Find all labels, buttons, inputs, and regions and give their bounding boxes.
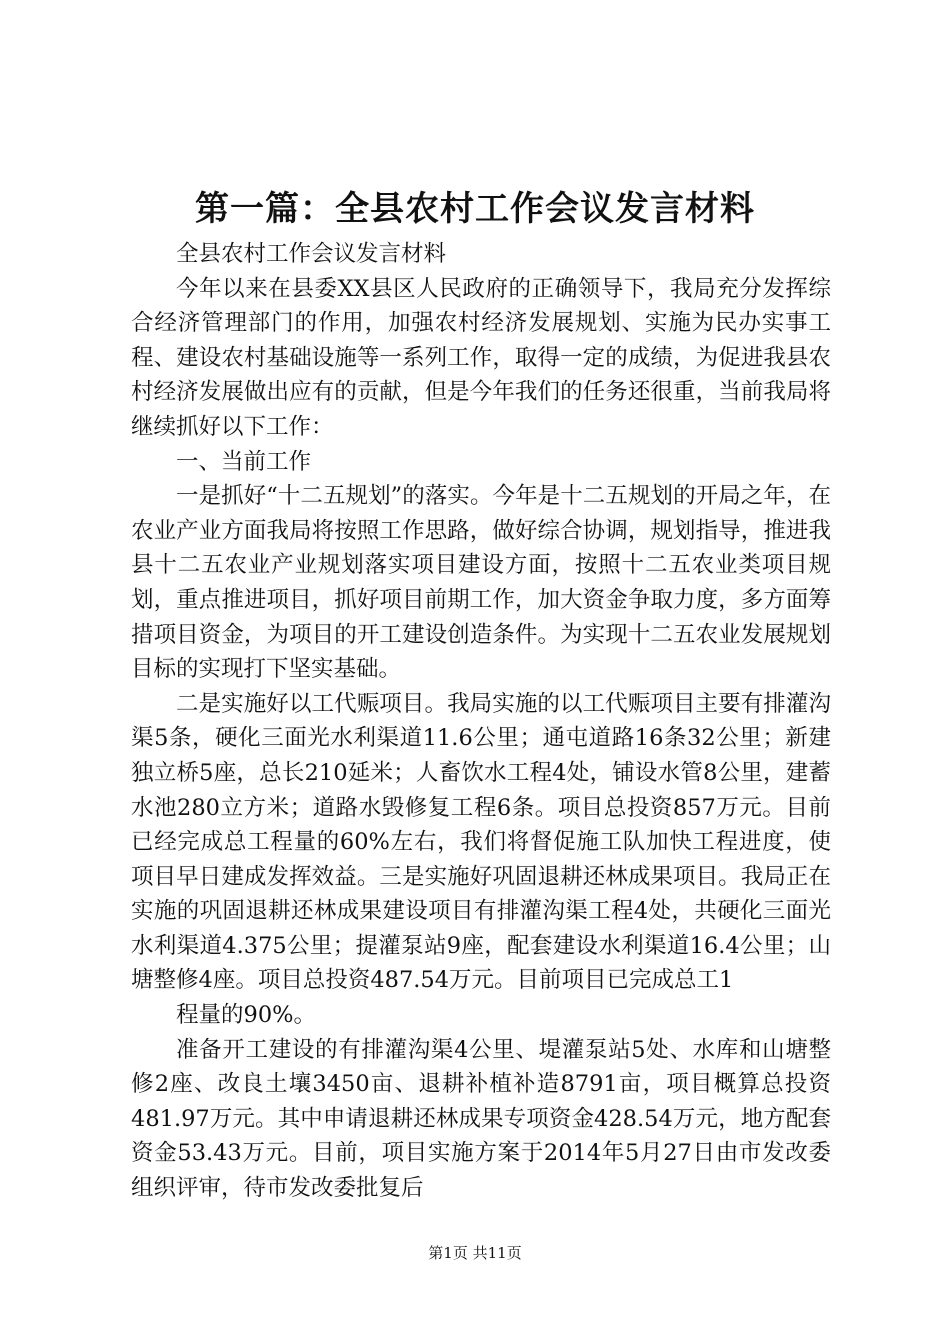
document-body [131, 237, 831, 1206]
paragraph-subtitle: 全县农村工作会议发言材料 [176, 241, 447, 267]
paragraph-intro: 今年以来在县委XX县区人民政府的正确领导下，我局充分发挥综合经济管理部门的作用，加强农村经济发展规划、实施为民办实事工程、建设农村基础设施等一系列工作，取得一定的成绩，为促进我县农村经济发展做出应有的贡献，但是今年我们的任务还很重，当前我局将继续抓好以下工作： [131, 275, 831, 440]
paragraph-preparation: 准备开工建设的有排灌沟渠4公里、堤灌泵站5处、水库和山塘整修2座、改良土壤3450亩、退耕补植补造8791亩，项目概算总投资481.97万元。其中申请退耕还林成果专项资金428.54万元，地方配套资金53.43万元。目前，项目实施方案于2014年5月27日由市发改委组织评审，待市发改委批复后 [131, 1036, 831, 1202]
paragraph-continuation: 程量的90%。 [176, 1002, 317, 1029]
paragraph-item-two-three: 二是实施好以工代赈项目。我局实施的以工代赈项目主要有排灌沟渠5条，硬化三面光水利渠道11.6公里；通屯道路16条32公里；新建独立桥5座，总长210延米；人畜饮水工程4处，铺设水管8公里，建蓄水池280立方米；道路水毁修复工程6条。项目总投资857万元。目前已经完成总工程量的60%左右，我们将督促施工队加快工程进度，使项目早日建成发挥效益。三是实施好巩固退耕还林成果项目。我局正在实施的巩固退耕还林成果建设项目有排灌沟渠工程4处，共硬化三面光水利渠道4.375公里；提灌泵站9座，配套建设水利渠道16.4公里；山塘整修4座。项目总投资487.54万元。目前项目已完成总工1 [131, 690, 831, 994]
section-heading-current-work: 一、当前工作 [176, 448, 312, 475]
document-title: 第一篇：全县农村工作会议发言材料 [195, 189, 755, 229]
paragraph-item-one: 一是抓好“十二五规划”的落实。今年是十二五规划的开局之年，在农业产业方面我局将按照工作思路，做好综合协调，规划指导，推进我县十二五农业产业规划落实项目建设方面，按照十二五农业类项目规划，重点推进项目，抓好项目前期工作，加大资金争取力度，多方面筹措项目资金，为项目的开工建设创造条件。为实现十二五农业发展规划目标的实现打下坚实基础。 [131, 483, 831, 683]
page-footer: 第1页 共11页 [428, 1244, 522, 1262]
